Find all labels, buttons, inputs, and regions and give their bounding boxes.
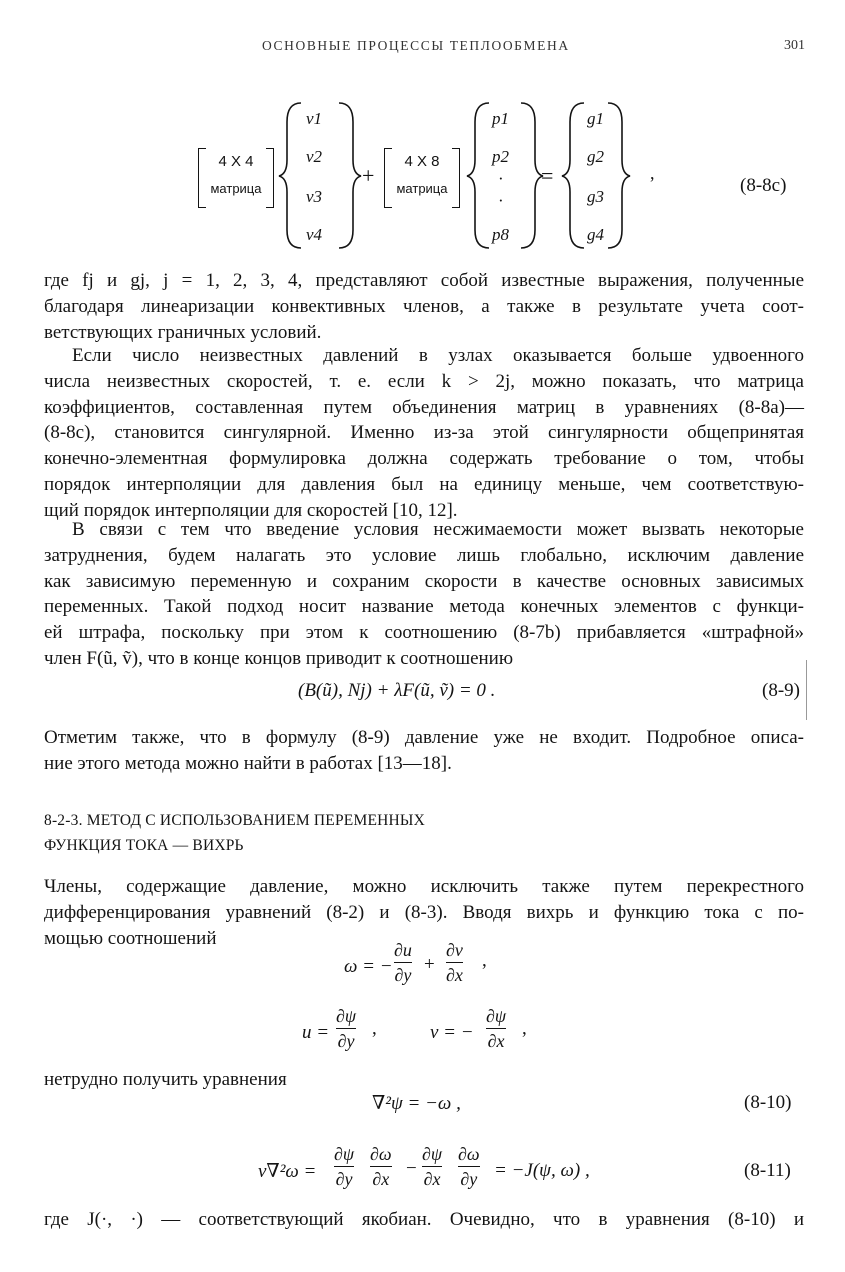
matrix-equation	[0, 95, 845, 265]
text-line: ей штрафа, поскольку при этом к соотношению (8-7b) прибавляется «штрафной»	[44, 622, 804, 644]
text-line: Члены, содержащие давление, можно исключить также путем перекрестного	[44, 876, 804, 897]
frac-denominator: ∂y	[394, 965, 412, 986]
omega-plus: +	[424, 954, 435, 975]
v-item-3: v3	[306, 187, 323, 206]
text-line: переменных. Такой подход носит название метода конечных элементов с функци-	[44, 596, 804, 618]
eq-number-8-10: (8-10)	[744, 1092, 792, 1113]
equation-8-10: ∇²ψ = −ω ,	[372, 1093, 461, 1114]
p-dot-1: ·	[498, 169, 504, 188]
frac-bar	[446, 962, 463, 963]
frac-numerator: ∂ψ	[422, 1144, 443, 1164]
text-line: щий порядок интерполяции для скоростей [10, 12].	[44, 499, 458, 521]
frac-bar	[336, 1028, 356, 1029]
g-item-3: g3	[587, 187, 604, 206]
p-item-1: p1	[492, 109, 509, 128]
text-line: ветствующих граничных условий.	[44, 321, 322, 343]
frac-denominator: ∂x	[372, 1169, 390, 1190]
matrix2-size: 4 X 8	[404, 153, 440, 170]
frac-denominator: ∂x	[446, 965, 463, 986]
frac-bar	[458, 1166, 480, 1167]
g-item-4: g4	[587, 225, 604, 244]
eq-8-11-rhs: = −J(ψ, ω) ,	[494, 1160, 590, 1181]
text-line: числа неизвестных скоростей, т. е. если k > 2j, можно показать, что матрица	[44, 370, 804, 392]
frac-numerator: ∂ω	[458, 1144, 480, 1164]
eq-number-8-8c: (8-8c)	[740, 175, 787, 196]
frac-numerator: ∂u	[394, 940, 412, 960]
p-item-2: p2	[492, 147, 509, 166]
text-line: порядок интерполяции для давления был на единицу меньше, чем соответствую-	[44, 473, 804, 495]
v-item-4: v4	[306, 225, 323, 244]
omega-frac-1	[394, 940, 412, 985]
uv-comma: ,	[522, 1018, 527, 1039]
eq-8-11-frac-c	[422, 1144, 442, 1189]
matrix1-size: 4 X 4	[218, 153, 254, 170]
v-item-2: v2	[306, 147, 323, 166]
v-lhs: v = −	[430, 1022, 474, 1043]
page-number: 301	[784, 38, 805, 53]
section-heading	[44, 808, 425, 858]
matrix1-label: матрица	[210, 181, 262, 196]
u-frac	[336, 1006, 356, 1051]
text-line: коэффициентов, составленная путем объединения матриц в уравнениях (8-8a)—	[44, 396, 804, 418]
omega-comma: ,	[482, 950, 487, 971]
frac-denominator: ∂x	[423, 1169, 441, 1190]
g-vector-braces	[566, 100, 646, 250]
text-line: конечно-элементная формулировка должна содержать требование о том, чтобы	[44, 448, 804, 470]
eq-number-8-11: (8-11)	[744, 1160, 791, 1181]
text-line: затруднения, будем налагать это условие лишь глобально, исключим давление	[44, 544, 804, 566]
paragraph-2	[44, 343, 804, 524]
eq-8-11-frac-a	[334, 1144, 354, 1189]
eq-number-8-9: (8-9)	[762, 680, 800, 701]
text-line: где J(·, ·) — соответствующий якобиан. Очевидно, что в уравнения (8-10) и	[44, 1209, 804, 1230]
section-heading-line-1: 8-2-3. МЕТОД С ИСПОЛЬЗОВАНИЕМ ПЕРЕМЕННЫХ	[44, 812, 426, 829]
text-line: как зависимую переменную и сохраним скорости в качестве основных зависимых	[44, 570, 804, 592]
matrix-eq-comma: ,	[650, 163, 655, 183]
frac-bar	[486, 1028, 506, 1029]
matrix2-label: матрица	[396, 181, 448, 196]
u-lhs: u =	[302, 1022, 330, 1043]
v-vector-braces	[283, 100, 363, 250]
v-item-1: v1	[306, 109, 323, 128]
frac-bar	[334, 1166, 354, 1167]
paragraph-5	[44, 874, 804, 951]
plus-sign: +	[362, 163, 375, 188]
text-line: дифференцирования уравнений (8-2) и (8-3). Вводя вихрь и функцию тока с по-	[44, 901, 804, 923]
header-title: ОСНОВНЫЕ ПРОЦЕССЫ ТЕПЛООБМЕНА	[262, 38, 570, 53]
text-line: благодаря линеаризации конвективных членов, а также в результате учета соот-	[44, 295, 804, 317]
frac-denominator: ∂y	[335, 1169, 353, 1190]
text-line: где fj и gj, j = 1, 2, 3, 4, представляют собой известные выражения, полученные	[44, 270, 804, 291]
v-frac	[486, 1006, 506, 1051]
equals-sign: =	[541, 163, 554, 188]
text-line: Если число неизвестных давлений в узлах оказывается больше удвоенного	[72, 345, 804, 366]
frac-denominator: ∂x	[487, 1031, 505, 1052]
text-line: мощью соотношений	[44, 927, 217, 949]
running-header	[0, 38, 845, 58]
eq-8-11-frac-d	[458, 1144, 480, 1189]
text-line: Отметим также, что в формулу (8-9) давление уже не входит. Подробное описа-	[44, 727, 804, 748]
omega-frac-2	[446, 940, 463, 985]
omega-lhs: ω = −	[344, 956, 393, 977]
frac-numerator: ∂ψ	[334, 1144, 355, 1164]
p-item-8: p8	[492, 225, 509, 244]
frac-bar	[370, 1166, 392, 1167]
text-line: В связи с тем что введение условия несжимаемости может вызвать некоторые	[72, 519, 804, 540]
frac-bar	[394, 962, 412, 963]
frac-numerator: ∂ψ	[336, 1006, 357, 1026]
paragraph-4	[44, 725, 804, 777]
frac-denominator: ∂y	[460, 1169, 478, 1190]
paragraph-7	[44, 1207, 804, 1233]
paragraph-3	[44, 517, 804, 672]
margin-rule	[806, 660, 807, 720]
frac-numerator: ∂ψ	[486, 1006, 507, 1026]
section-heading-line-2: ФУНКЦИЯ ТОКА — ВИХРЬ	[44, 837, 244, 854]
frac-numerator: ∂v	[446, 940, 463, 960]
text-line: (8-8c), становится сингулярной. Именно из-за этой сингулярности общепринятая	[44, 422, 804, 444]
paragraph-6: нетрудно получить уравнения	[44, 1069, 287, 1090]
eq-8-11-lhs: ν∇²ω =	[258, 1161, 317, 1182]
text-line: ние этого метода можно найти в работах [13—18].	[44, 752, 452, 774]
eq-8-11-minus: −	[406, 1158, 417, 1179]
frac-numerator: ∂ω	[370, 1144, 392, 1164]
paragraph-1	[44, 268, 804, 345]
uv-separator: ,	[372, 1018, 377, 1039]
g-item-2: g2	[587, 147, 604, 166]
p-vector-braces	[471, 100, 554, 250]
text-line: член F(ũ, ṽ), что в конце концов приводит к соотношению	[44, 647, 514, 669]
frac-bar	[422, 1166, 442, 1167]
eq-8-11-frac-b	[370, 1144, 392, 1189]
equation-8-9: (B(ũ), Nj) + λF(ũ, ṽ) = 0 .	[298, 680, 496, 701]
frac-denominator: ∂y	[337, 1031, 355, 1052]
g-item-1: g1	[587, 109, 604, 128]
p-dot-2: ·	[498, 191, 504, 210]
